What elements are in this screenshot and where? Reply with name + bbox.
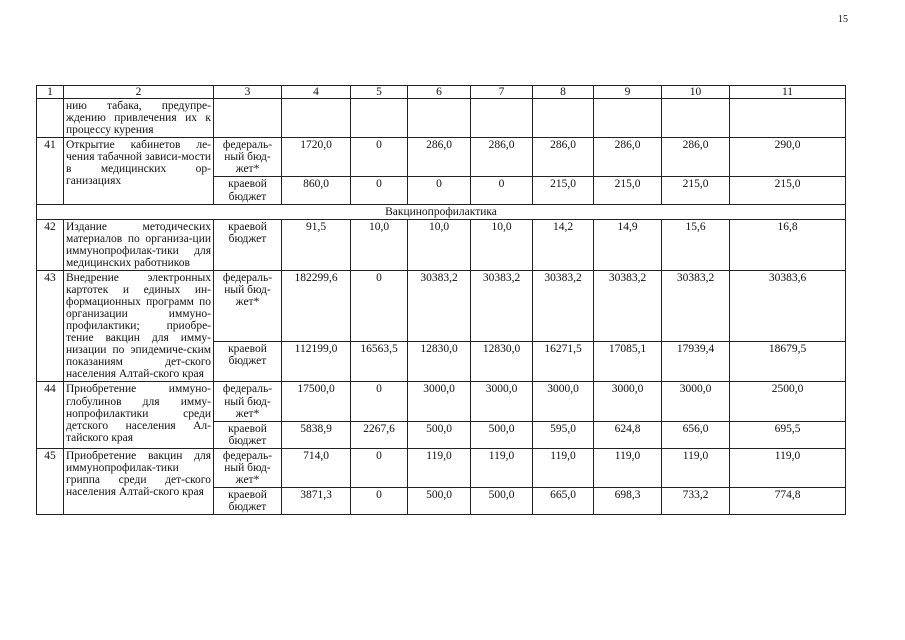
value-cell: 119,0 bbox=[408, 448, 471, 487]
column-number: 8 bbox=[533, 86, 594, 99]
value-cell: 3871,3 bbox=[282, 487, 351, 514]
value-cell: 30383,6 bbox=[730, 270, 846, 341]
value-cell: 16271,5 bbox=[533, 341, 594, 382]
value-cell: 286,0 bbox=[533, 138, 594, 177]
table-row bbox=[37, 270, 846, 341]
value-cell: 12830,0 bbox=[408, 341, 471, 382]
funding-source: краевой бюджет bbox=[214, 177, 282, 204]
column-number: 1 bbox=[37, 86, 64, 99]
value-cell: 10,0 bbox=[471, 219, 533, 270]
value-cell: 30383,2 bbox=[533, 270, 594, 341]
page-number: 15 bbox=[838, 14, 848, 25]
value-cell: 0 bbox=[351, 382, 408, 421]
value-cell: 0 bbox=[351, 487, 408, 514]
value-cell: 16563,5 bbox=[351, 341, 408, 382]
funding-source: федераль-ный бюд-жет* bbox=[214, 448, 282, 487]
column-number: 10 bbox=[662, 86, 730, 99]
table-row bbox=[37, 219, 846, 270]
value-cell: 290,0 bbox=[730, 138, 846, 177]
funding-source: краевой бюджет bbox=[214, 487, 282, 514]
column-number: 6 bbox=[408, 86, 471, 99]
value-cell: 16,8 bbox=[730, 219, 846, 270]
value-cell: 0 bbox=[408, 177, 471, 204]
column-number: 5 bbox=[351, 86, 408, 99]
value-cell: 714,0 bbox=[282, 448, 351, 487]
value-cell: 119,0 bbox=[533, 448, 594, 487]
value-cell: 286,0 bbox=[408, 138, 471, 177]
value-cell: 119,0 bbox=[662, 448, 730, 487]
column-number: 7 bbox=[471, 86, 533, 99]
section-title: Вакцинопрофилактика bbox=[37, 204, 846, 219]
item-description: Приобретение иммуно-глобулинов для имму-нопрофилактики среди детского населения Ал-тайского края bbox=[64, 382, 214, 448]
value-cell: 119,0 bbox=[730, 448, 846, 487]
funding-source: краевой бюджет bbox=[214, 219, 282, 270]
value-cell: 18679,5 bbox=[730, 341, 846, 382]
item-number: 43 bbox=[37, 270, 64, 382]
column-number: 3 bbox=[214, 86, 282, 99]
value-cell: 215,0 bbox=[533, 177, 594, 204]
value-cell: 119,0 bbox=[471, 448, 533, 487]
section-row bbox=[37, 204, 846, 219]
value-cell: 3000,0 bbox=[408, 382, 471, 421]
value-cell: 695,5 bbox=[730, 421, 846, 448]
column-number: 4 bbox=[282, 86, 351, 99]
budget-table bbox=[36, 85, 846, 515]
continuation-row bbox=[37, 99, 846, 138]
value-cell: 91,5 bbox=[282, 219, 351, 270]
value-cell: 17500,0 bbox=[282, 382, 351, 421]
value-cell: 2267,6 bbox=[351, 421, 408, 448]
value-cell: 10,0 bbox=[408, 219, 471, 270]
value-cell: 0 bbox=[351, 448, 408, 487]
item-number: 42 bbox=[37, 219, 64, 270]
value-cell: 30383,2 bbox=[662, 270, 730, 341]
item-description: Внедрение электронных картотек и единых ин-формационных программ по организации иммуно-профилактики; приобре-тение вакцин для имму-низации по эпидемиче-ским показаниям дет-ского населения Алтай-ского края bbox=[64, 270, 214, 382]
value-cell: 215,0 bbox=[594, 177, 662, 204]
column-number: 9 bbox=[594, 86, 662, 99]
value-cell: 30383,2 bbox=[471, 270, 533, 341]
column-number: 11 bbox=[730, 86, 846, 99]
value-cell: 500,0 bbox=[408, 487, 471, 514]
value-cell: 286,0 bbox=[594, 138, 662, 177]
value-cell: 215,0 bbox=[730, 177, 846, 204]
value-cell: 15,6 bbox=[662, 219, 730, 270]
value-cell: 5838,9 bbox=[282, 421, 351, 448]
value-cell: 774,8 bbox=[730, 487, 846, 514]
value-cell: 595,0 bbox=[533, 421, 594, 448]
value-cell: 0 bbox=[471, 177, 533, 204]
value-cell: 2500,0 bbox=[730, 382, 846, 421]
funding-source: краевой бюджет bbox=[214, 341, 282, 382]
value-cell: 860,0 bbox=[282, 177, 351, 204]
value-cell: 3000,0 bbox=[594, 382, 662, 421]
item-description: Издание методических материалов по организа-ции иммунопрофилак-тики для медицинских работников bbox=[64, 219, 214, 270]
value-cell: 119,0 bbox=[594, 448, 662, 487]
table-row bbox=[37, 138, 846, 177]
item-number: 44 bbox=[37, 382, 64, 448]
value-cell: 14,9 bbox=[594, 219, 662, 270]
funding-source: краевой бюджет bbox=[214, 421, 282, 448]
funding-source: федераль-ный бюд-жет* bbox=[214, 382, 282, 421]
value-cell: 286,0 bbox=[662, 138, 730, 177]
value-cell: 30383,2 bbox=[594, 270, 662, 341]
value-cell: 3000,0 bbox=[471, 382, 533, 421]
item-description: нию табака, предупре-ждению привлечения их к процессу курения bbox=[64, 99, 214, 138]
value-cell: 3000,0 bbox=[662, 382, 730, 421]
value-cell: 1720,0 bbox=[282, 138, 351, 177]
column-number-row bbox=[37, 86, 846, 99]
value-cell: 0 bbox=[351, 177, 408, 204]
value-cell: 0 bbox=[351, 270, 408, 341]
table-row bbox=[37, 448, 846, 487]
value-cell: 17939,4 bbox=[662, 341, 730, 382]
value-cell: 500,0 bbox=[471, 421, 533, 448]
value-cell: 500,0 bbox=[408, 421, 471, 448]
value-cell: 112199,0 bbox=[282, 341, 351, 382]
value-cell: 656,0 bbox=[662, 421, 730, 448]
funding-source: федераль-ный бюд-жет* bbox=[214, 270, 282, 341]
table-row bbox=[37, 382, 846, 421]
value-cell: 30383,2 bbox=[408, 270, 471, 341]
value-cell: 215,0 bbox=[662, 177, 730, 204]
value-cell: 0 bbox=[351, 138, 408, 177]
value-cell: 500,0 bbox=[471, 487, 533, 514]
item-number bbox=[37, 99, 64, 138]
value-cell: 3000,0 bbox=[533, 382, 594, 421]
value-cell: 14,2 bbox=[533, 219, 594, 270]
value-cell: 733,2 bbox=[662, 487, 730, 514]
value-cell: 624,8 bbox=[594, 421, 662, 448]
item-number: 45 bbox=[37, 448, 64, 514]
value-cell: 12830,0 bbox=[471, 341, 533, 382]
item-description: Приобретение вакцин для иммунопрофилак-тики гриппа среди дет-ского населения Алтай-ского края bbox=[64, 448, 214, 514]
value-cell: 17085,1 bbox=[594, 341, 662, 382]
funding-source: федераль-ный бюд-жет* bbox=[214, 138, 282, 177]
item-number: 41 bbox=[37, 138, 64, 204]
value-cell: 665,0 bbox=[533, 487, 594, 514]
value-cell: 286,0 bbox=[471, 138, 533, 177]
value-cell: 10,0 bbox=[351, 219, 408, 270]
column-number: 2 bbox=[64, 86, 214, 99]
value-cell: 182299,6 bbox=[282, 270, 351, 341]
value-cell: 698,3 bbox=[594, 487, 662, 514]
item-description: Открытие кабинетов ле-чения табачной зависи-мости в медицинских ор-ганизациях bbox=[64, 138, 214, 204]
